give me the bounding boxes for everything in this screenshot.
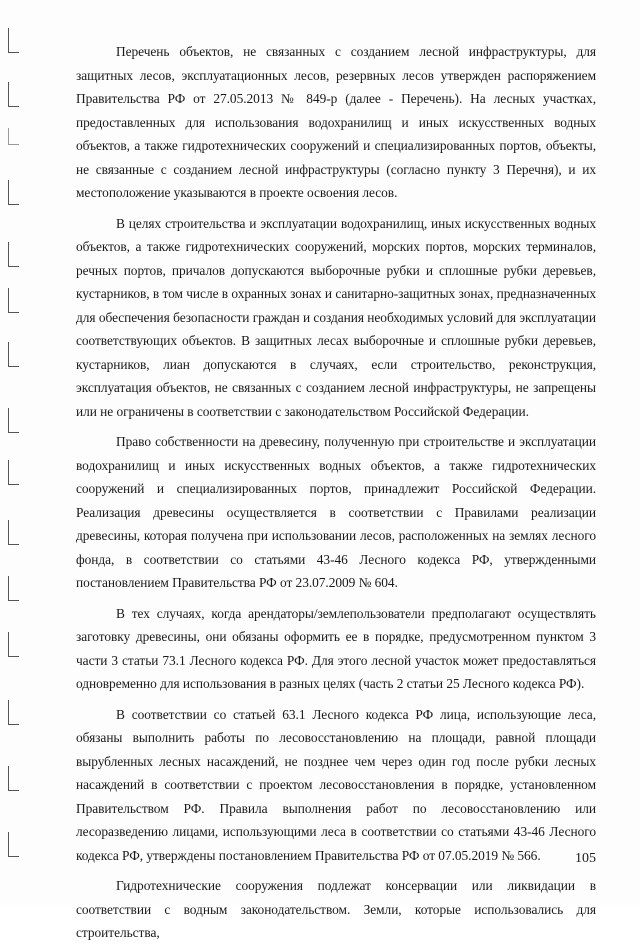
paragraph: Гидротехнические сооружения подлежат консервации или ликвидации в соответствии с водным законодательством. Земли, которые использовались для строительства, bbox=[76, 878, 596, 940]
paragraph: В целях строительства и эксплуатации водохранилищ, иных искусственных водных объектов, а также гидротехнических сооружений, морских портов, морских терминалов, речных портов, причалов допускаются выборочные рубки и сплошные рубки деревьев, кустарников, в том числе в охранных зонах и санитарно-защитных зонах, предназначенных для обеспечения безопасности граждан и создания необходимых условий для эксплуатации соответствующих объектов. В защитных лесах выборочные и сплошные рубки деревьев, кустарников, лиан допускаются в случаях, если строительство, реконструкция, эксплуатация объектов, не связанных с созданием лесной инфраструктуры, не запрещены или не ограничены в соответствии с законодательством Российской Федерации. bbox=[76, 215, 596, 419]
binding-mark bbox=[8, 342, 19, 367]
binding-mark bbox=[8, 82, 19, 107]
binding-mark bbox=[8, 576, 19, 601]
binding-mark bbox=[8, 766, 19, 791]
binding-mark bbox=[8, 28, 19, 53]
paragraph: Перечень объектов, не связанных с созданием лесной инфраструктуры, для защитных лесов, эксплуатационных лесов, резервных лесов утвержден распоряжением Правительства РФ от 27.05.2013 № 849-р (далее - Перечень). На лесных участках, предоставленных для использования водохранилищ и иных искусственных водных объектов, а также гидротехнических сооружений и специализированных портов, объекты, не связанные с созданием лесной инфраструктуры (согласно пункту 3 Перечня), и их местоположение указываются в проекте освоения лесов. bbox=[76, 44, 596, 200]
document-body bbox=[76, 40, 596, 952]
binding-mark bbox=[8, 700, 19, 725]
binding-mark bbox=[8, 288, 19, 313]
binding-mark bbox=[8, 180, 19, 205]
binding-mark bbox=[8, 128, 19, 145]
paragraph: В тех случаях, когда арендаторы/землепользователи предполагают осуществлять заготовку древесины, они обязаны оформить ее в порядке, предусмотренном пунктом 3 части 3 статьи 73.1 Лесного кодекса РФ. Для этого лесной участок может предоставляться одновременно для использования в разных целях (часть 2 статьи 25 Лесного кодекса РФ). bbox=[76, 605, 596, 691]
page-number: 105 bbox=[575, 851, 596, 866]
binding-mark bbox=[8, 832, 19, 857]
binding-mark bbox=[8, 520, 19, 545]
binding-mark bbox=[8, 632, 19, 657]
binding-mark bbox=[8, 460, 19, 485]
paragraph: В соответствии со статьей 63.1 Лесного кодекса РФ лица, использующие леса, обязаны выполнить работы по лесовосстановлению на площади, равной площади вырубленных лесных насаждений, не позднее чем через один год после рубки лесных насаждений в соответствии с проектом лесовосстановления в порядке, установленном Правительством РФ. Правила выполнения работ по лесовосстановлению или лесоразведению лицами, использующими леса в соответствии со статьями 43-46 Лесного кодекса РФ, утверждены постановлением Правительства РФ от 07.05.2019 № 566. bbox=[76, 706, 596, 863]
binding-mark bbox=[8, 242, 19, 267]
binding-mark bbox=[8, 408, 19, 433]
binding-margin-marks bbox=[6, 20, 26, 880]
paragraph: Право собственности на древесину, полученную при строительстве и эксплуатации водохранилищ и иных искусственных водных объектов, а также гидротехнических сооружений и специализированных портов, принадлежит Российской Федерации. Реализация древесины осуществляется в соответствии с Правилами реализации древесины, которая получена при использовании лесов, расположенных на землях лесного фонда, в соответствии со статьями 43-46 Лесного кодекса РФ, утвержденными постановлением Правительства РФ от 23.07.2009 № 604. bbox=[76, 434, 596, 590]
